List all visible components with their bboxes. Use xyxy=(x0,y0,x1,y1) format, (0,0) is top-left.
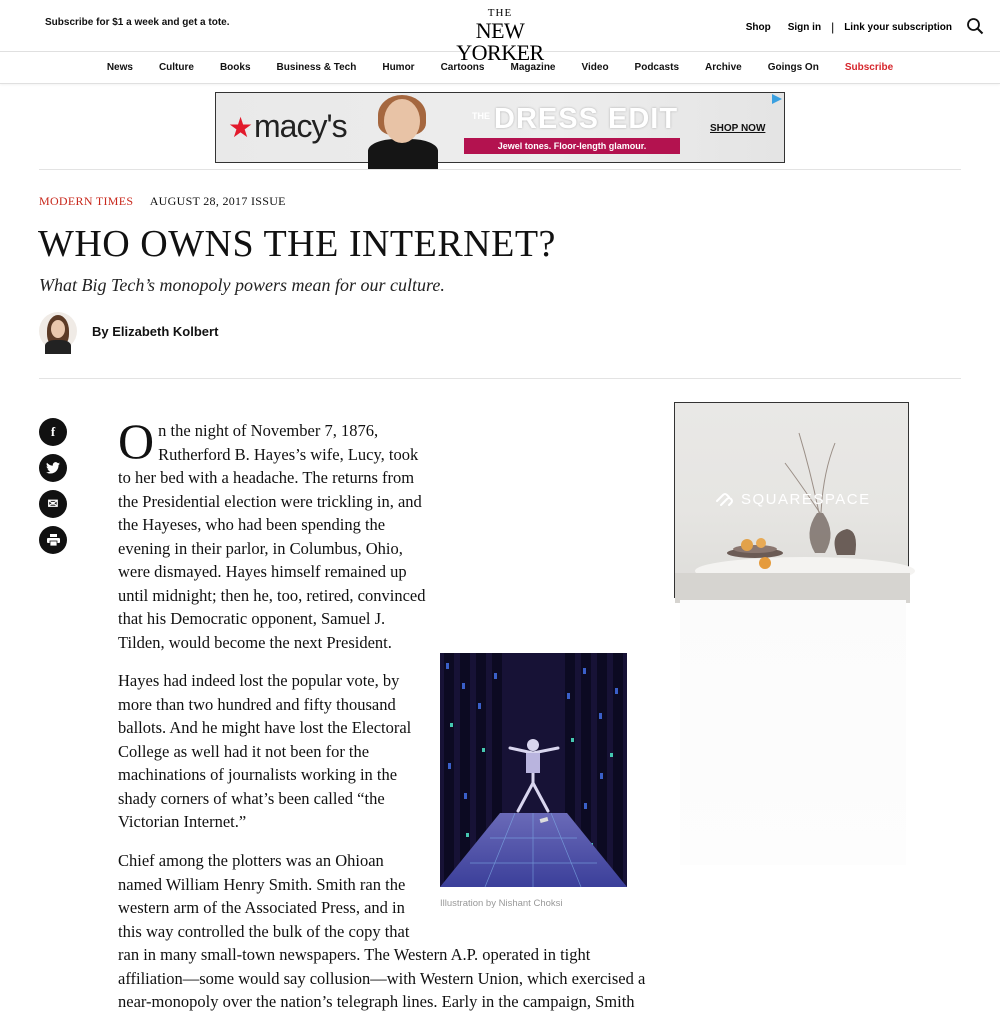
search-icon[interactable] xyxy=(966,17,984,35)
nav-video[interactable]: Video xyxy=(581,62,609,73)
p3-line: western arm of the Associated Press, and in xyxy=(118,898,405,917)
p1-line: to her bed with a headache. The returns from xyxy=(118,468,415,487)
macys-wordmark: macy's xyxy=(254,108,347,144)
author-byline-link[interactable]: By Elizabeth Kolbert xyxy=(92,324,219,339)
p2-line: Hayes had indeed lost the popular vote, by xyxy=(118,671,400,690)
section-label-link[interactable]: MODERN TIMES xyxy=(39,194,134,208)
macys-banner-ad[interactable] xyxy=(215,92,785,163)
divider xyxy=(39,169,961,170)
avatar-shirt xyxy=(45,340,71,354)
nav-humor[interactable]: Humor xyxy=(382,62,415,73)
drop-cap: O xyxy=(118,413,155,469)
nav-books[interactable]: Books xyxy=(219,62,251,73)
p1-line: Tilden, would become the next President. xyxy=(118,632,392,652)
article-headline: WHO OWNS THE INTERNET? xyxy=(38,223,556,265)
logo-the: THE xyxy=(487,7,513,19)
squarespace-logo xyxy=(715,491,871,508)
server-room-illustration xyxy=(440,653,627,887)
print-icon[interactable] xyxy=(39,526,67,554)
p1-line: the Hayeses, who had been spending the xyxy=(118,515,386,534)
email-share-icon[interactable]: ✉ xyxy=(39,490,67,518)
article-rubric xyxy=(39,194,286,209)
squarespace-ad[interactable] xyxy=(674,402,909,598)
p1-line: n the night of November 7, 1876, xyxy=(158,421,379,440)
p1-line: the Presidential election were trickling in, and xyxy=(118,491,422,511)
article-paragraph-1 xyxy=(118,413,438,654)
section-nav xyxy=(0,52,1000,84)
account-links xyxy=(729,20,952,34)
divider xyxy=(39,378,961,379)
p3-line: ran in many small-town newspapers. The Western A.P. operated in tight xyxy=(118,945,591,964)
adchoices-icon[interactable] xyxy=(772,94,782,104)
squarespace-wordmark: SQUARESPACE xyxy=(741,491,871,508)
macys-star-icon: ★ xyxy=(228,112,254,143)
nav-cartoons[interactable]: Cartoons xyxy=(440,62,485,73)
nav-business-tech[interactable]: Business & Tech xyxy=(276,62,357,73)
twitter-share-icon[interactable] xyxy=(39,454,67,482)
p2-line: machinations of journalists working in the xyxy=(118,765,398,784)
nav-podcasts[interactable]: Podcasts xyxy=(634,62,680,73)
ad-headline: DRESS EDIT xyxy=(494,103,679,135)
article-dek: What Big Tech’s monopoly powers mean for our culture. xyxy=(39,275,445,295)
squarespace-mark-icon xyxy=(715,492,735,508)
nav-news[interactable]: News xyxy=(106,62,133,73)
subscribe-promo-link[interactable]: Subscribe for $1 a week and get a tote. xyxy=(45,17,230,28)
p3-line: this way controlled the bulk of the copy that xyxy=(118,921,410,941)
nav-culture[interactable]: Culture xyxy=(158,62,194,73)
article-illustration[interactable] xyxy=(440,653,627,887)
ad-shop-now-link[interactable]: SHOP NOW xyxy=(710,123,766,134)
facebook-share-icon[interactable]: f xyxy=(39,418,67,446)
p2-line: College as well had it not been for the xyxy=(118,741,370,761)
avatar-face xyxy=(51,320,65,338)
printer-glyph-icon xyxy=(47,534,60,546)
p3-line: Chief among the plotters was an Ohioan xyxy=(118,851,384,870)
p3-line: named William Henry Smith. Smith ran the xyxy=(118,874,406,894)
p1-line: Rutherford B. Hayes’s wife, Lucy, took xyxy=(158,444,419,464)
p1-line: were dismayed. Hayes himself remained up xyxy=(118,562,407,581)
sign-in-link[interactable]: Sign in xyxy=(787,21,822,33)
p3-line: near-monopoly over the nation’s telegraph lines. Early in the campaign, Smith xyxy=(118,992,635,1011)
p1-line: evening in their parlor, in Columbus, Ohio, xyxy=(118,538,403,558)
nav-subscribe[interactable]: Subscribe xyxy=(844,62,894,73)
link-subscription-link[interactable]: Link your subscription xyxy=(844,21,952,33)
article-paragraph-2 xyxy=(118,669,428,834)
author-avatar[interactable] xyxy=(39,312,77,350)
link-separator: | xyxy=(831,20,835,34)
shop-link[interactable]: Shop xyxy=(745,21,771,33)
p3-line: affiliation—some would say collusion—with Western Union, which exercised a xyxy=(118,968,646,988)
top-bar xyxy=(0,0,1000,65)
nav-archive[interactable]: Archive xyxy=(705,62,742,73)
ad-the: THE xyxy=(472,111,490,121)
p2-line: more than two hundred and fifty thousand xyxy=(118,694,396,714)
p2-line: shady corners of what’s been called “the xyxy=(118,788,385,808)
ad-placeholder-area xyxy=(680,600,906,865)
nav-goings-on[interactable]: Goings On xyxy=(767,62,819,73)
ad-model-face xyxy=(384,99,420,143)
issue-date-link[interactable]: AUGUST 28, 2017 ISSUE xyxy=(149,194,286,208)
ad-tagline: Jewel tones. Floor-length glamour. xyxy=(464,138,680,154)
p1-line: until midnight; then he, too, retired, convinced xyxy=(118,585,426,605)
p2-line: ballots. And he might have lost the Electoral xyxy=(118,718,412,737)
twitter-bird-icon xyxy=(46,462,60,474)
ad-model-image xyxy=(368,139,438,169)
illustration-credit: Illustration by Nishant Choksi xyxy=(440,898,563,909)
p1-line: that his Democratic opponent, Samuel J. xyxy=(118,609,386,628)
nav-magazine[interactable]: Magazine xyxy=(510,62,556,73)
logo-name: NEW YORKER xyxy=(456,18,544,65)
p2-line: Victorian Internet.” xyxy=(118,812,247,831)
